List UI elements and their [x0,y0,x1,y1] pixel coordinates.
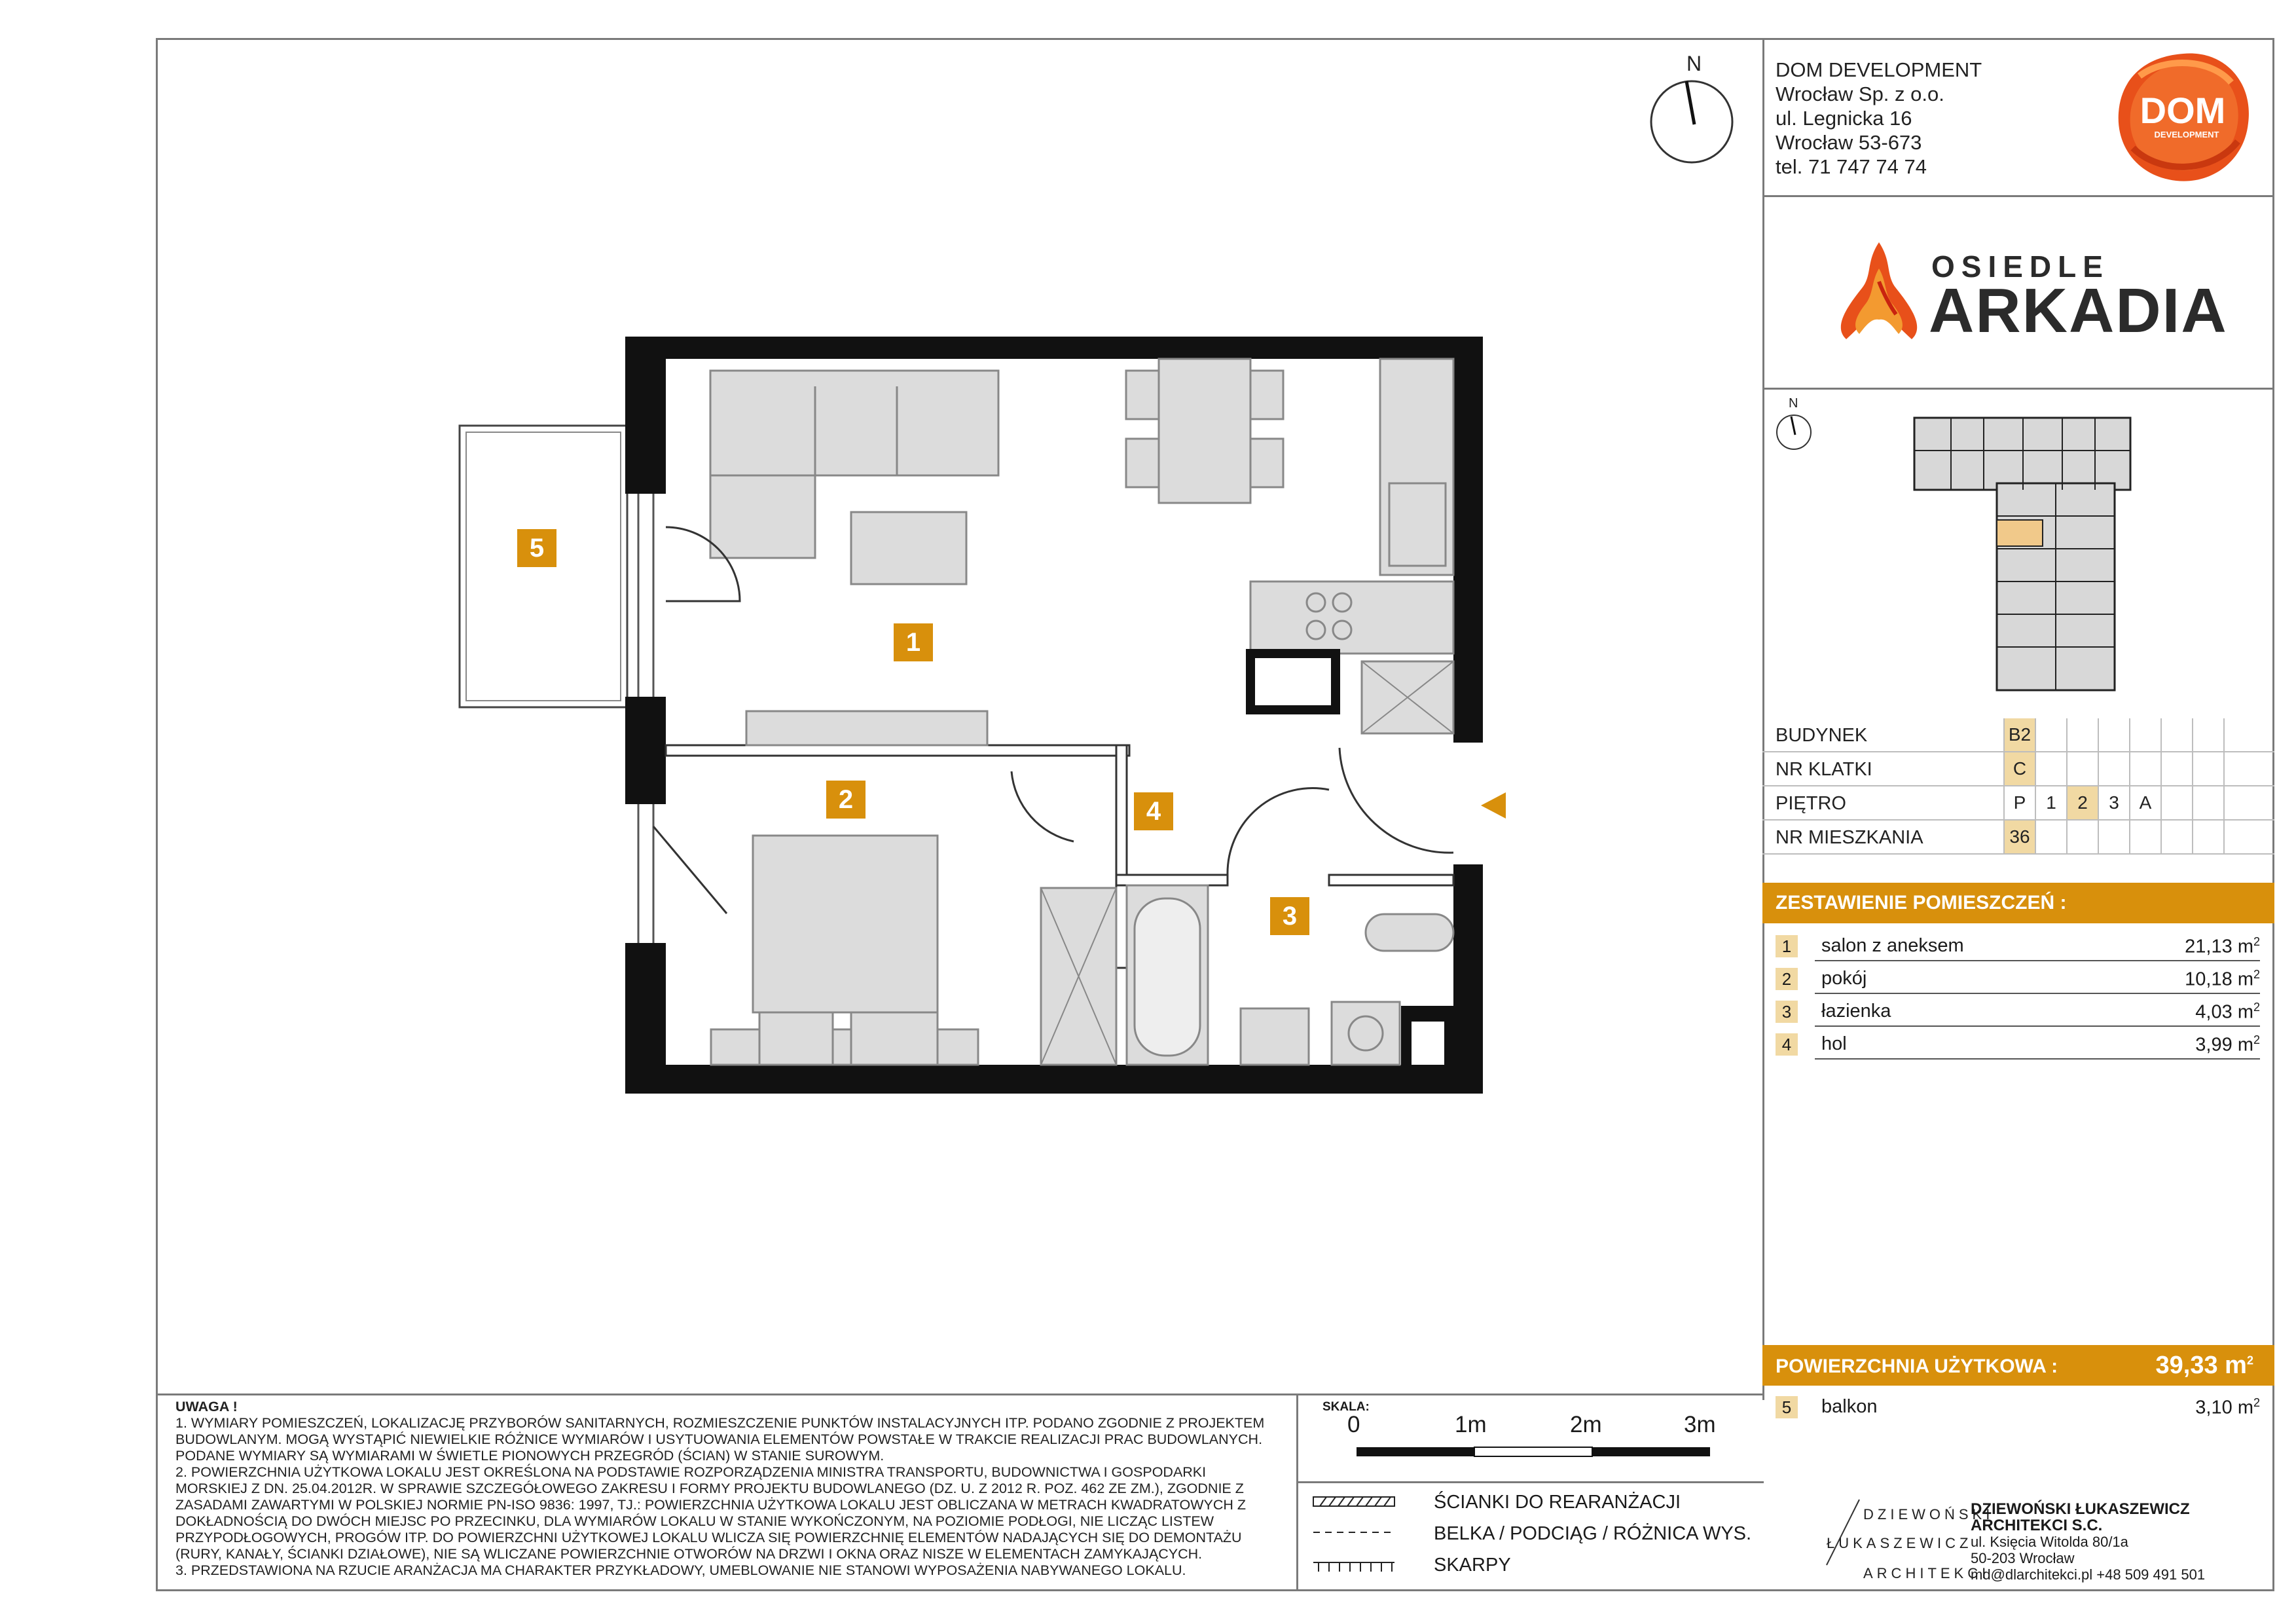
divider-company [1762,195,2274,197]
info-row-budynek [1762,718,2274,752]
info-cell [2192,752,2223,785]
toilet [1366,914,1453,951]
info-cell [2098,821,2129,853]
keyplan-north-label: N [1789,396,1798,411]
info-cell [2098,752,2129,785]
room-name: hol [1821,1033,1847,1054]
info-cell [2035,718,2066,751]
notes-line: DOKŁADNOŚCIĄ DO DWÓCH MIEJSC PO PRZECINKU, DLA WYMIARÓW LOKALU W STANIE WYKOŃCZONYM, NA POZIOMIE PODŁOGI, NIE LICZĄC LISTEW [175,1513,1214,1529]
arch-logo-line: ŁUKASZEWICZ [1827,1535,1973,1551]
balcony-row [1776,1391,2260,1422]
architects-name1: DZIEWOŃSKI ŁUKASZEWICZ [1971,1500,2190,1518]
coffee-table [851,512,966,584]
info-row-pietro [1762,786,2274,821]
rooms-heading-bar [1762,883,2274,923]
scale-bar [1357,1447,1710,1456]
info-cell [2223,821,2255,853]
notes-line: PODANE WYMIARY SĄ WYMIARAMI W ŚWIETLE PIONOWYCH PRZEGRÓD (ŚCIAN) W STANIE SUROWYM. [175,1448,884,1464]
bed [711,836,978,1065]
room-area: 4,03 $m^2$ [2195,1001,2260,1023]
architects-logo [1824,1500,1994,1585]
keyplan-north-icon [1774,394,1820,453]
legend-symbols [1313,1494,1397,1581]
total-area-label: POWIERZCHNIA UŻYTKOWA : [1776,1356,2058,1377]
plan-label-pokoj: 2 [826,781,866,819]
brand-line2: ARKADIA [1929,276,2228,346]
notes-line: 1. WYMIARY POMIESZCZEŃ, LOKALIZACJĘ PRZYBORÓW SANITARNYCH, ROZMIESZCZENIE PUNKTÓW INSTALACYJNYCH ITP. PODANO ZGODNIE Z PROJEKTEM [175,1415,1265,1431]
divider-logo [1762,388,2274,390]
scale-tick: 0 [1347,1412,1360,1437]
scale-label: SKALA: [1322,1400,1370,1414]
info-cell [2223,752,2255,785]
info-cell [2223,718,2255,751]
company-line: ul. Legnicka 16 [1776,107,1912,130]
info-cell [2129,821,2160,853]
tv-unit [746,711,987,745]
info-cell [2223,786,2255,819]
info-label: NR MIESZKANIA [1776,827,1923,848]
notes-line: PRZYPODŁOGOWYCH, PROGÓW ITP. DO POWIERZCHNI UŻYTKOWEJ LOKALU WLICZA SIĘ POWIERZCHNIĘ ELEMENTÓW NADAJĄCYCH SIĘ DO DEMONTAŻU [175,1530,1242,1545]
info-cell: P [2003,786,2035,819]
legend-beam: BELKA / PODCIĄG / RÓŻNICA WYS. [1434,1523,1752,1544]
room-row [1776,930,2260,961]
info-label: PIĘTRO [1776,793,1846,814]
notes-line: (RURY, KANAŁY, ŚCIANKI DZIAŁOWE), NIE SĄ WLICZANE POWIERZCHNIE OTWORÓW NA DRZWI I OKNA ORAZ NISZE W ELEMENTACH ZAMYKAJĄCYCH. [175,1546,1203,1562]
info-cell: C [2003,752,2035,785]
architects-info [1971,1501,2205,1583]
plan-label-lazienka: 3 [1270,897,1309,935]
info-cell [2129,718,2160,751]
brand-line1: OSIEDLE [1931,249,2109,284]
rooms-heading: ZESTAWIENIE POMIESZCZEŃ : [1776,892,2067,913]
dom-logo-text: DOM [2140,90,2226,131]
info-cell [2160,752,2192,785]
info-cell: 3 [2098,786,2129,819]
entrance-marker-icon [1481,792,1506,819]
info-cell: 1 [2035,786,2066,819]
company-line: DOM DEVELOPMENT [1776,58,1982,81]
total-area-value: 39,33 $m^2$ [2155,1352,2253,1379]
info-cell [2192,821,2223,853]
room-area: 3,10 $m^2$ [2195,1396,2260,1418]
scale-tick: 3m [1684,1412,1716,1437]
arkadia-flame-icon [1833,242,1925,341]
info-cell [2192,718,2223,751]
arkadia-logo [1833,242,2228,347]
washbasin [1241,1008,1309,1065]
notes-line: 3. PRZEDSTAWIONA NA RZUCIE ARANŻACJA MA CHARAKTER PRZYKŁADOWY, UMEBLOWANIE NIE STANOWI WYPOSAŻENIA NABYWANEGO LOKALU. [175,1562,1186,1578]
divider-legend [1296,1481,1764,1483]
building-keyplan [1912,411,2134,699]
info-cell [2160,718,2192,751]
apartment-info-table [1762,718,2274,855]
room-name: balkon [1821,1396,1878,1417]
info-cell: 36 [2003,821,2035,853]
architects-name2: ARCHITEKCI S.C. [1971,1517,2103,1534]
north-arrow-icon [1650,51,1741,169]
legend-rearrangement: ŚCIANKI DO REARANŻACJI [1434,1492,1681,1513]
info-cell [2098,718,2129,751]
room-area: 21,13 $m^2$ [2185,935,2260,957]
arch-logo-line: DZIEWOŃSKI [1863,1506,1994,1522]
info-cell [2192,786,2223,819]
company-address [1776,58,1982,179]
architects-contact: md@dlarchitekci.pl +48 509 491 501 [1971,1566,2206,1583]
room-area: 10,18 $m^2$ [2185,968,2260,990]
architects-address: ul. Księcia Witolda 80/1a [1971,1534,2128,1550]
notes-heading: UWAGA ! [175,1399,238,1414]
divider-legend-vertical [1296,1393,1298,1591]
dom-logo-subtext: DEVELOPMENT [2154,130,2219,139]
info-cell [2160,821,2192,853]
info-cell [2129,752,2160,785]
plan-label-salon: 1 [894,623,933,661]
floor-plan [432,327,1532,1113]
north-label: N [1686,52,1702,75]
info-cell [2035,821,2066,853]
washing-machine [1332,1002,1400,1065]
info-cell [2160,786,2192,819]
notes-line: BUDOWLANYM. MOGĄ WYSTĄPIĆ NIEWIELKIE RÓŻNICE WYMIARÓW I USYTUOWANIA ELEMENTÓW POWSTAŁE W TRAKCIE REALIZACJI PRAC BUDOWLANYCH. [175,1431,1263,1447]
info-cell [2035,752,2066,785]
total-area-bar [1762,1345,2274,1386]
room-number: 3 [1776,1001,1798,1023]
architects-address: 50-203 Wrocław [1971,1550,2075,1566]
divider-notes [156,1393,1764,1395]
dom-development-logo [2113,50,2253,185]
info-cell: B2 [2003,718,2035,751]
dining-table [1126,359,1283,503]
room-area: 3,99 $m^2$ [2195,1033,2260,1056]
info-label: BUDYNEK [1776,725,1868,746]
room-name: pokój [1821,968,1867,989]
room-number: 4 [1776,1033,1798,1056]
info-cell [2066,718,2098,751]
plan-label-hol: 4 [1134,792,1173,830]
notes-line: MORSKIEJ Z DN. 25.04.2012R. W SPRAWIE SZCZEGÓŁOWEGO ZAKRESU I FORMY PROJEKTU BUDOWLANEGO (DZ. U. Z 2012 R. POZ. 462 ZE ZM.), ZGODNIE Z [175,1481,1244,1496]
room-row [1776,1028,2260,1060]
info-cell [2066,752,2098,785]
arch-logo-line: ARCHITEKCI [1863,1565,1990,1581]
notes-line: ZASADAMI ZAWARTYMI W POLSKIEJ NORMIE PN-ISO 9836: 1997, TJ.: POWIERZCHNIA UŻYTKOWA LOKALU JEST OBLICZANA W METRACH KWADRATOWYCH Z [175,1497,1247,1513]
info-cell [2066,821,2098,853]
info-row-klatka [1762,752,2274,786]
plan-label-balcony: 5 [517,529,556,567]
info-cell: A [2129,786,2160,819]
notes-block [175,1399,1275,1579]
keyplan-apartment-highlight [1997,520,2043,546]
room-name: salon z aneksem [1821,935,1964,956]
room-number: 2 [1776,968,1798,990]
room-name: łazienka [1821,1001,1891,1022]
room-row [1776,995,2260,1027]
company-line: Wrocław 53-673 [1776,131,1922,154]
room-number: 1 [1776,935,1798,957]
legend-slopes: SKARPY [1434,1555,1511,1576]
scale-tick: 2m [1570,1412,1602,1437]
company-line: Wrocław Sp. z o.o. [1776,83,1944,105]
company-line: tel. 71 747 74 74 [1776,155,1927,178]
room-number: 5 [1776,1396,1798,1418]
room-row [1776,963,2260,994]
notes-line: 2. POWIERZCHNIA UŻYTKOWA LOKALU JEST OKREŚLONA NA PODSTAWIE ROZPORZĄDZENIA MINISTRA TRANSPORTU, BUDOWNICTWA I GOSPODARKI [175,1464,1207,1480]
info-cell: 2 [2066,786,2098,819]
scale-tick: 1m [1455,1412,1487,1437]
info-row-mieszkanie [1762,821,2274,855]
info-label: NR KLATKI [1776,759,1872,780]
